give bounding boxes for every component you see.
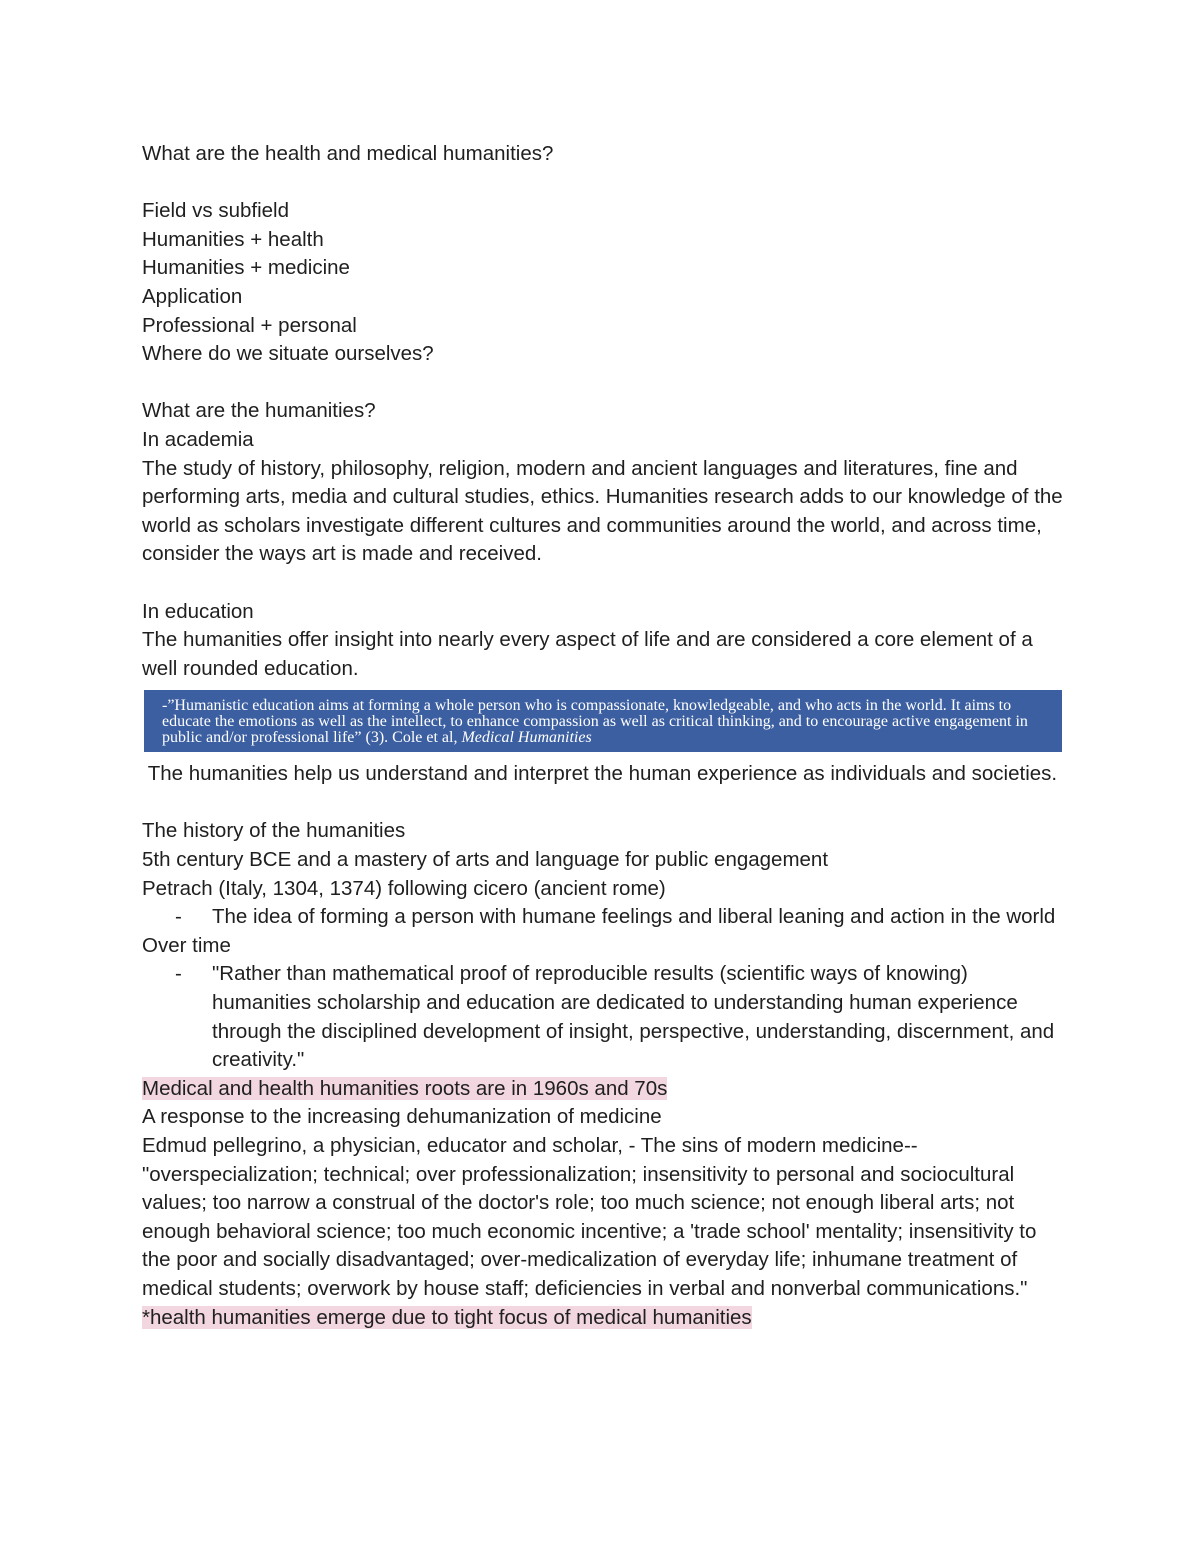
- document-page: [142, 140, 1067, 1332]
- pellegrino-paragraph: Edmud pellegrino, a physician, educator and scholar, - The sins of modern medicine--"overspecialization; technical; over professionalization; insensitivity to personal and sociocultural values; too narrow a construal of the doctor's role; too much science; not enough liberal arts; not enough behavioral science; too much economic incentive; a 'trade school' mentality; insensitivity to the poor and socially disadvantaged; over-medicalization of everyday life; inhumane treatment of medical students; overwork by house staff; deficiencies in verbal and nonverbal communications.": [142, 1134, 1037, 1300]
- list-item: Application: [142, 284, 243, 308]
- highlighted-line: [142, 1075, 1067, 1104]
- section-heading-humanities: What are the humanities?: [142, 399, 376, 423]
- title-question: What are the health and medical humanities?: [142, 142, 554, 165]
- response-line: A response to the increasing dehumanization of medicine: [142, 1105, 662, 1129]
- bullet-dash: -: [175, 905, 182, 929]
- list-item: Humanities + health: [142, 227, 324, 251]
- quote-citation: Medical Humanities: [461, 729, 592, 747]
- spacer: [142, 569, 1067, 598]
- quote-image-box: [144, 690, 1062, 752]
- history-heading: The history of the humanities: [142, 819, 406, 843]
- highlight-text: *health humanities emerge due to tight focus of medical humanities: [142, 1305, 752, 1329]
- list-item: Where do we situate ourselves?: [142, 342, 434, 366]
- academia-paragraph: The study of history, philosophy, religion, modern and ancient languages and literatures, fine and performing arts, media and cultural studies, ethics. Humanities research adds to our knowledge of the world as scholars investigate different cultures and communities around the world, and across time, consider the ways art is made and received.: [142, 456, 1063, 566]
- spacer: [142, 369, 1067, 398]
- subheading-education: In education: [142, 599, 254, 623]
- bullet-text: The idea of forming a person with humane feelings and liberal leaning and action in the world: [212, 905, 1056, 929]
- spacer: [142, 169, 1067, 198]
- history-line: Petrach (Italy, 1304, 1374) following cicero (ancient rome): [142, 876, 666, 900]
- bullet-text: "Rather than mathematical proof of reproducible results (scientific ways of knowing) humanities scholarship and education are dedicated to understanding human experience through the disciplined development of insight, perspective, understanding, discernment, and creativity.": [212, 962, 1055, 1072]
- history-line: 5th century BCE and a mastery of arts and language for public engagement: [142, 848, 829, 872]
- bullet-dash: -: [175, 962, 182, 986]
- spacer: [142, 789, 1067, 818]
- bullet-item: [142, 903, 1067, 932]
- list-item: Field vs subfield: [142, 199, 289, 223]
- highlight-text: Medical and health humanities roots are in 1960s and 70s: [142, 1076, 668, 1100]
- understand-paragraph: The humanities help us understand and interpret the human experience as individuals and societies.: [142, 762, 1058, 786]
- list-item: Professional + personal: [142, 313, 357, 337]
- over-time-heading: Over time: [142, 933, 231, 957]
- subheading-academia: In academia: [142, 427, 254, 451]
- highlighted-line: [142, 1304, 1067, 1333]
- education-paragraph: The humanities offer insight into nearly every aspect of life and are considered a core element of a well rounded education.: [142, 628, 1033, 680]
- list-item: Humanities + medicine: [142, 256, 350, 280]
- quote-text: -”Humanistic education aims at forming a whole person who is compassionate, knowledgeable, and who acts in the world. It aims to educate the emotions as well as the intellect, to enhance compassion as well as critical thinking, and to encourage active engagement in public and/or professional life” (3). Cole et al,: [162, 697, 1028, 747]
- bullet-item: [142, 960, 1067, 1074]
